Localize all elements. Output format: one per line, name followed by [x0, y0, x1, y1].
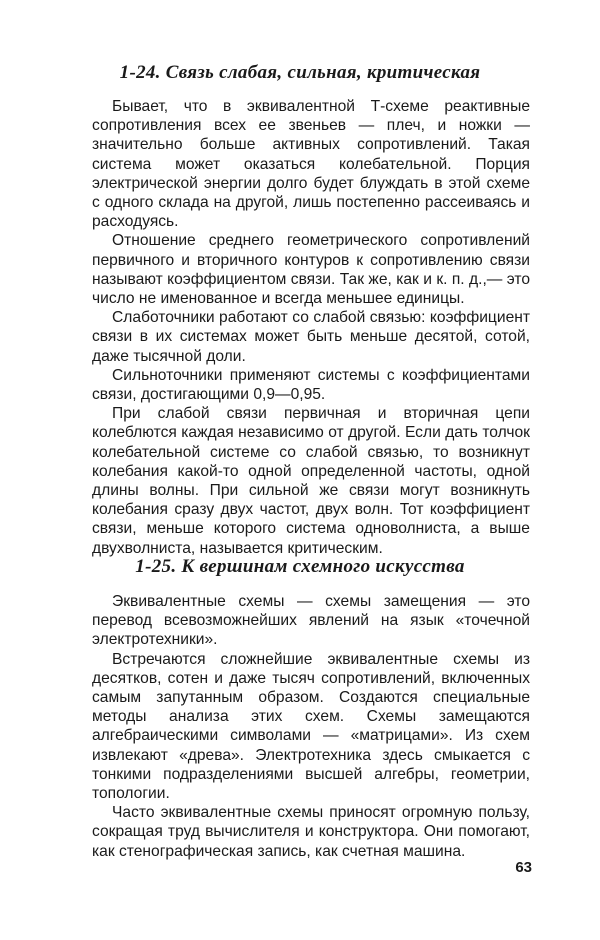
- paragraph: Эквивалентные схемы — схемы замещения — это перевод всевозможнейших явлений на язык «точечной электротехники».: [92, 593, 530, 649]
- paragraph: Встречаются сложнейшие эквивалентные схемы из десятков, сотен и даже тысяч сопротивлений, включенных самым запутанным образом. Создаются специальные методы анализа этих схем. Схемы замещаются алгебраическими символами — «матрицами». Из схем извлекают «древа». Электротехника здесь смыкается с тонкими подразделениями высшей алгебры, геометрии, топологии.: [92, 650, 530, 803]
- paragraph: Часто эквивалентные схемы приносят огромную пользу, сокращая труд вычислителя и конструктора. Они помогают, как стенографическая запись, как счетная машина.: [92, 804, 530, 860]
- page-number: 63: [515, 859, 532, 876]
- paragraph: При слабой связи первичная и вторичная цепи колеблются каждая независимо от другой. Если дать толчок колебательной системе со слабой связью, то возникнут колебания какой-то одной определенной частоты, одной длины волны. При сильной же связи могут возникнуть колебания сразу двух частот, двух волн. Тот коэффициент связи, меньше которого система одноволниста, а выше двухволниста, называется критическим.: [92, 405, 530, 557]
- section-heading-1-24: 1-24. Связь слабая, сильная, критическая: [119, 62, 481, 83]
- paragraph: Сильноточники применяют системы с коэффициентами связи, достигающими 0,9—0,95.: [92, 366, 530, 404]
- paragraph: Отношение среднего геометрического сопротивлений первичного и вторичного контуров к сопротивлению связи называют коэффициентом связи. Так же, как и к. п. д.,— это число не именованное и всегда меньшее единицы.: [92, 232, 530, 308]
- paragraph: Слаботочники работают со слабой связью: коэффициент связи в их системах может быть меньше десятой, сотой, даже тысячной доли.: [92, 309, 530, 365]
- section-body-1-24: [92, 97, 530, 558]
- paragraph: Бывает, что в эквивалентной Т-схеме реактивные сопротивления всех ее звеньев — плеч, и ножки — значительно больше активных сопротивлений. Такая система может оказаться колебательной. Порция электрической энергии долго будет блуждать в этой схеме с одного склада на другой, лишь постепенно рассеиваясь и расходуясь.: [92, 98, 530, 231]
- section-body-1-25: [92, 592, 530, 861]
- section-heading-1-25: 1-25. К вершинам схемного искусства: [135, 556, 465, 577]
